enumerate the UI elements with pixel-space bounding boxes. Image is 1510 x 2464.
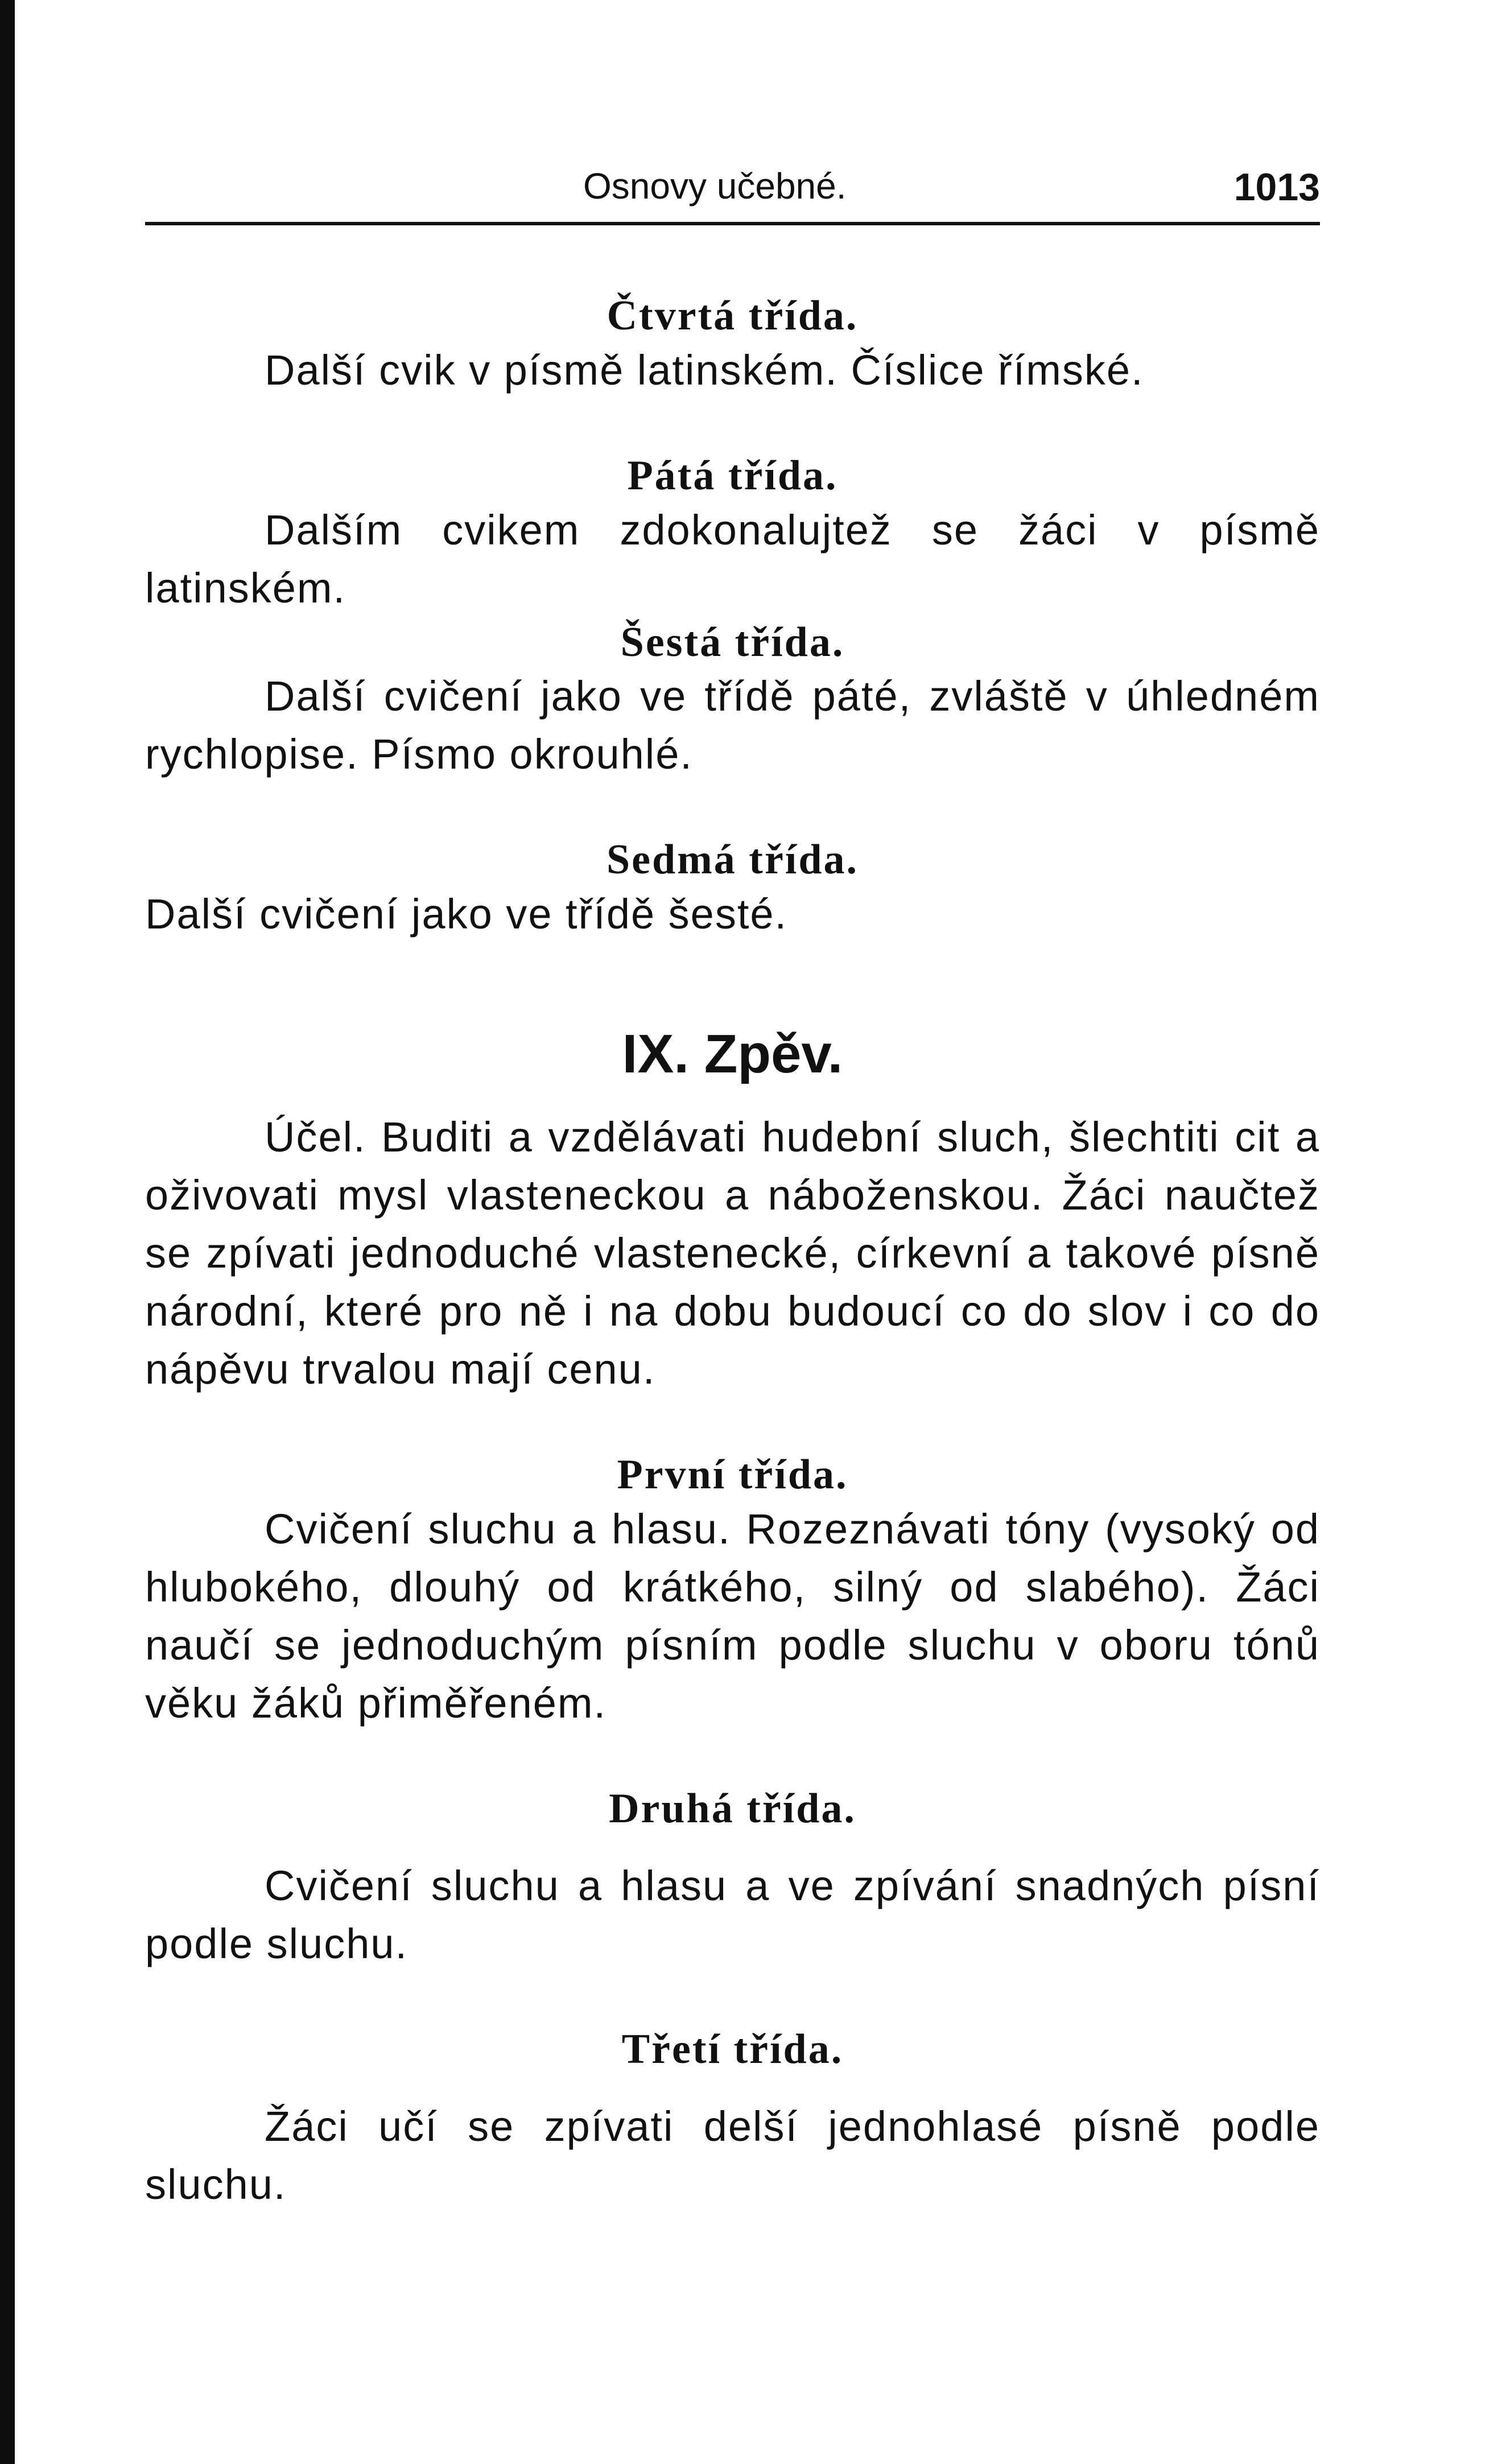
paragraph-sixth-class: Další cvičení jako ve třídě páté, zvláště v úhledném rychlopise. Písmo okrouhlé. (145, 672, 1320, 778)
page-number: 1013 (1233, 166, 1320, 209)
paragraph-purpose: Účel. Buditi a vzdělávati hudební sluch, šlechtiti cit a oživovati mysl vlasteneckou a náboženskou. Žáci naučtež se zpívati jednoduché vlastenecké, církevní a takové písně národní, které pro ně i na dobu budoucí co do slov i co do nápěvu trvalou mají cenu. (145, 1113, 1320, 1393)
heading-third-class: Třetí třída. (621, 2025, 844, 2073)
running-title: Osnovy učebné. (583, 166, 847, 207)
paragraph-fifth-class: Dalším cvikem zdokonalujtež se žáci v písmě latinském. (145, 506, 1320, 612)
paragraph-third-class: Žáci učí se zpívati delší jednohlasé písně podle sluchu. (145, 2102, 1320, 2208)
heading-first-class: První třída. (617, 1451, 848, 1499)
paragraph-seventh-class: Další cvičení jako ve třídě šesté. (145, 890, 788, 938)
section-title: IX. Zpěv. (622, 1023, 843, 1085)
heading-seventh-class: Sedmá třída. (607, 836, 859, 884)
heading-sixth-class: Šestá třída. (620, 618, 845, 666)
heading-fifth-class: Pátá třída. (627, 452, 838, 499)
paragraph-fourth-class: Další cvik v písmě latinském. Číslice římské. (265, 346, 1144, 394)
header-rule (145, 222, 1320, 225)
page (145, 148, 1320, 2214)
heading-second-class: Druhá třída. (609, 1785, 856, 1832)
heading-fourth-class: Čtvrtá třída. (607, 292, 859, 339)
running-head (145, 148, 1320, 222)
paragraph-first-class: Cvičení sluchu a hlasu. Rozeznávati tóny (vysoký od hlubokého, dlouhý od krátkého, silný od slabého). Žáci naučí se jednoduchým písním podle sluchu v oboru tónů věku žáků přiměřeném. (145, 1505, 1320, 1727)
page-edge-bar (0, 0, 15, 2464)
paragraph-second-class: Cvičení sluchu a hlasu a ve zpívání snadných písní podle sluchu. (145, 1862, 1320, 1967)
